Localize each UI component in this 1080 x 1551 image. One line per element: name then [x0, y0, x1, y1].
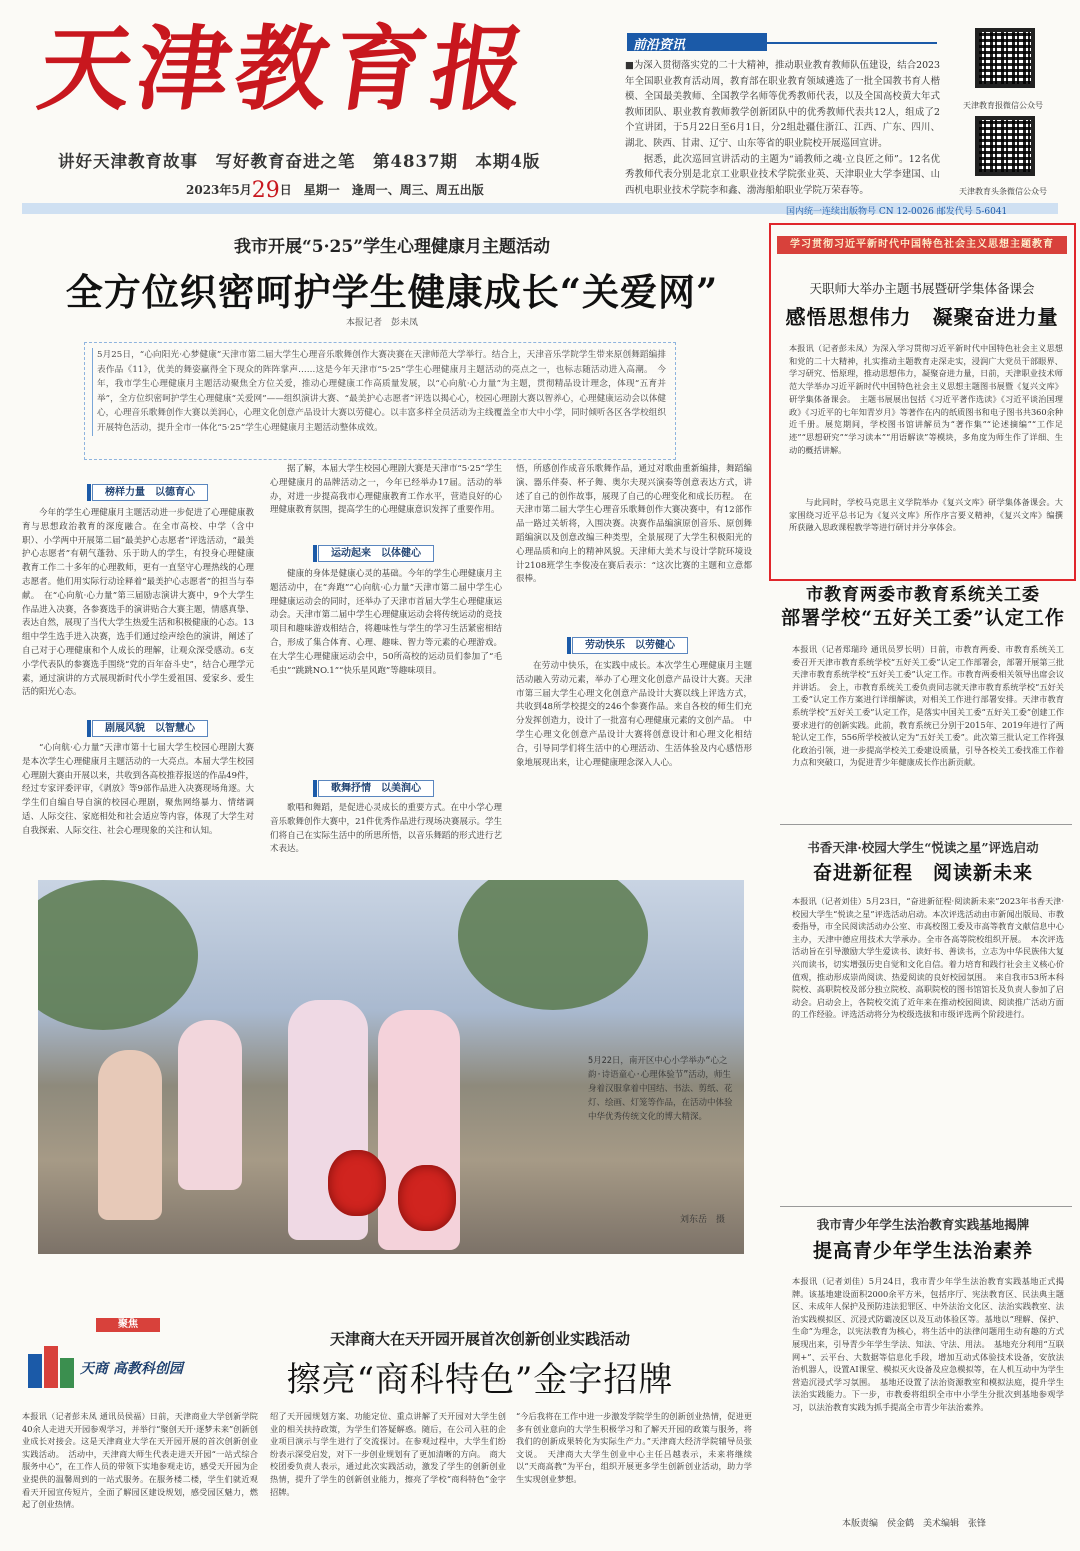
reading-body: 本报讯（记者刘佳）5月23日，“奋进新征程·阅读新未来”2023年书香天津·校园大学生“悦读之星”评选活动启动。本次评选活动由市新闻出版局、市教委指导，市全民阅读活动办公室、市高校图工委及市高等教育文献信息中心主办，天津中德应用技术大学承办。全市各高等院校组织开展。 本次评选活动旨在引导激励大学生爱读书、读好书、善读书，立志为中华民族伟大复兴而读书，切实增强历史自觉和文化自信。着力培育和践行社会主义核心价值观，推动形成崇尚阅读、热爱阅读的良好校园氛围。 来自我市53所本科院校、高职院校及部分独立院校、高职院校的图书馆馆长及负责人参加了启动会。启动会上，各院校交流了近年来在推动校园阅读、阅读推广活动方面的工作经验。评选活动将分为校级选拔和市级评选两个阶段进行。	[792, 896, 1064, 1020]
subhead-3: 劳动快乐 以劳健心	[572, 637, 688, 654]
lead-column-1b: “心向航·心力量”天津市第十七届大学生校园心理剧大赛是本次学生心理健康月主题活动的一大亮点。本届大学生校园心理剧大赛由开展以来，共收到各高校推荐报送的作品49件，经过专家评委评审，《剥放》等9部作品进入决赛现场角逐。大学生们自编自导自演的校园心理剧，聚焦网络暴力、情绪调适、人际交往、家庭相处和社会适应等内容，体现了大学生对自我探索、人际交往、社会心理现象的关注和认知。	[22, 743, 254, 836]
divider	[780, 1206, 1072, 1207]
subhead-1: 榜样力量 以德育心	[92, 484, 208, 501]
lead-column-1: 今年的学生心理健康月主题活动进一步促进了心理健康教育与思想政治教育的深度融合。在全市高校、中学（含中职）、小学两中开展第二届“最美护心志愿者”评选活动，“最美护心志愿者”有朝气蓬勃、乐于助人的学生，有投身心理健康教育工作二十多年的心理教师，更有一直坚守心理热线的心理志愿者。他们用实际行动诠释着“最美护心志愿者”的担当与奉献。 在“心向航·心力量”第三届励志演讲大赛中，9个大学生作品进入决赛，各参赛选手的演讲贴合大赛主题，情感真挚、表达自然，展现了当代大学生热爱生活和积极健康的心态。13组中学生选手进入决赛，选手们通过绘声绘色的演讲，阐述了自己对于心理健康和个人成长的理解，让观众深受感动。6支小学代表队的参赛选手围绕“党的百年奋斗史”，结合心理学元素，通过演讲的方式展现新时代小学生爱祖国、爱家乡、爱生活的阳光心态。	[22, 508, 254, 698]
lead-column-3: 悟，所感创作成音乐歌舞作品，通过对歌曲重新编排，舞蹈编演、器乐伴奏、杯子舞、奥尔夫现兴演奏等创意表达方式，讲述了自己的创作故事，展现了自己的心理变化和成长历程。 在天津市第二届大学生心理音乐歌舞创作大赛决赛中，有12部作品一路过关斩将，入围决赛。决赛作品编演原创音乐、原创舞蹈编演以及创意改编三种类型，全景展现了大学生积极阳光的心理品质和向上的精神风貌。天津师大美术与设计学院环境设计2108班学生李俊凌在赛后表示：“这次比赛的主题和立意都很棒。	[516, 464, 752, 585]
sidebar-kicker: 天职师大举办主题书展暨研学集体备课会	[809, 281, 1035, 296]
red-lantern-icon	[398, 1165, 456, 1231]
photo-credit: 刘东岳 摄	[680, 1215, 726, 1225]
bottom-column-3: “今后我将在工作中进一步激发学院学生的创新创业热情，促进更多有创业意向的大学生积极学习和了解天开园的政策与服务，将我们的创新成果转化为实际生产力。”天津商大经济学院辅导员张文说。 天津商大大学生创业中心主任吕越表示，未来将继续以“天商高教”为平台，组织开展更多学生创新创业活动，助力学生实现创业梦想。	[516, 1411, 752, 1484]
masthead-title: 天津教育报	[32, 15, 538, 123]
date-suffix: 日 星期一 逢周一、周三、周五出版	[279, 183, 484, 197]
bottom-column-2: 绍了天开园规划方案、功能定位、重点讲解了天开园对大学生创业的相关扶持政策，为学生们答疑解惑。随后，在公司入驻的企业项目演示与学生进行了交流探讨。在参观过程中，大学生们纷纷表示深受启发，对下一步创业规划有了更加清晰的方向。 商大校团委负责人表示，通过此次实践活动，激发了学生的创新创业热情，提升了学生的创新创业能力，擦亮了学校“商科特色”金字招牌。	[270, 1411, 506, 1497]
sidebar-body-2: 与此同时，学校马克思主义学院举办《复兴文库》研学集体备课会。大家围绕习近平总书记为《复兴文库》所作序言要义精神，《复兴文库》编撰所获融入思政课程教学等进行研讨并分享体会。	[789, 497, 1063, 533]
lead-headline: 全方位织密呵护学生健康成长“关爱网”	[65, 270, 719, 314]
qr-caption: 天津教育头条微信公众号	[959, 187, 1047, 196]
red-lantern-icon	[328, 1150, 386, 1216]
guan-headline-line1: 市教育两委市教育系统关工委	[806, 585, 1040, 605]
frontier-divider	[767, 42, 937, 44]
lead-column-2b: 健康的身体是健康心灵的基础。今年的学生心理健康月主题活动中，在“奔跑”“心向航·心力量”天津市第二届中学生心理健康运动会的同时，还举办了天津市首届大学生心理健康运动会。天津市第二届中学生心理健康运动会将传统运动的竞技项目和趣味游戏相结合，将趣味性与学生的学习生活紧密相结合，形成了集合体育、心理、趣味、智力等元素的心理游戏。在大学生心理健康运动会中，50所高校的运动员们参加了“毛毛虫”“跳跳NO.1”“快乐星风跑”等趣味项目。	[270, 569, 502, 676]
editor-signature: 本版责编 侯金鹤 美术编辑 张锋	[842, 1519, 987, 1529]
guan-body: 本报讯（记者郑瑞玲 通讯员罗长明）日前，市教育两委、市教育系统关工委召开天津市教育系统学校“五好关工委”认定工作部署会，部署开展第三批天津市教育系统学校“五好关工委”认定工作。市教育两委相关领导出席会议并讲话。 会上，市教育系统关工委负责同志就天津市教育系统学校“五好关工委”认定工作方案进行详细解读，对相关工作进行部署安排。天津市教育系统学校“五好关工委”认定工作，是落实中国关工委“五好关工委”创建工作要求进行的创新实践。此前，教育系统已分别于2015年、2019年进行了两轮认定工作，556所学校被认定为“五好关工委”。此次第三批认定工作将强化政治引领，进一步提高学校关工委建设质量，引导各校关工委找准工作着力点和突破口，为促进青少年健康成长作出新贡献。	[792, 644, 1064, 768]
frontier-paragraph: ■为深入贯彻落实党的二十大精神，推动职业教育教师队伍建设，结合2023年全国职业教育活动周，教育部在职业教育领域遴选了一批全国教书育人楷模、全国最美教师、全国教学名师等优秀教师代表，以及全国高校黄大年式教师团队、职业教育教师教学创新团队中的优秀教师代表共12人，组成了2个宣讲团，于5月22日至6月1日，分2组赴疆住浙江、江西、广东、四川、湖北、陕西、甘肃、辽宁、山东等省的职业院校开展巡回宣讲。	[625, 60, 940, 149]
law-body: 本报讯（记者刘佳）5月24日，我市青少年学生法治教育实践基地正式揭牌。该基地建设面积2000余平方米，包括序厅、宪法教育区、民法典主题区、未成年人保护及预防违法犯罪区、中外法治文化区、法治实践教室、法治实践模拟区、沉浸式防霸凌区以及互动体验区等。基地以“理解、保护、生命”为理念，以宪法教育为核心，将生活中的法律问题用生动有趣的方式展现出来，引导青少年学生学法、知法、守法、用法。 基地充分利用“互联网+”、云平台、大数据等信息化手段，增加互动式体验技术设备，安放法治机器人，设置AI课堂、模拟灭火设备及应急模拟等，在人机互动中为学生营造沉浸式学习氛围。 基地还设置了法治资源教室和模拟法庭，提升学生法治实践能力。下一步，市教委将组织全市中小学生分批次到基地参观学习，以法治教育实践为抓手提高全市青少年法治素养。	[792, 1276, 1064, 1412]
theme-ribbon: 学习贯彻习近平新时代中国特色社会主义思想主题教育	[777, 236, 1067, 254]
bottom-column-1: 本报讯（记者彭未凤 通讯员侯福）日前，天津商业大学创新学院40余人走进天开园参观学习，并举行“聚创天开·逐梦未来”创新创业成长对接会。这是天津商业大学在天开园开展的首次创新创业实践活动。 活动中，天津商大师生代表走进天开园“一站式综合服务中心”，在工作人员的带领下实地参观走访，感受天开园为企业提供的温馨周到的一站式服务。在服务楼二楼，学生们就近观看天开园宣传短片，全面了解园区建设规划，感受园区魅力，燃起了创业热情。	[22, 1411, 258, 1510]
lead-kicker: 我市开展“5·25”学生心理健康月主题活动	[234, 237, 550, 257]
issn-line: 国内统一连续出版物号 CN 12-0026 邮发代号 5-6041	[786, 207, 1008, 217]
masthead-slogan: 讲好天津教育故事 写好教育奋进之笔 第4837期 本期4版	[58, 152, 541, 171]
frontier-heading: 前沿资讯	[627, 33, 767, 51]
frontier-paragraph: 据悉，此次巡回宣讲活动的主题为“诵教师之魂·立良匠之师”。12名优秀教师代表分别是北京工业职业技术学院张业英、天津职业大学李建国、山西机电职业技术学院李和鑫、渤海船舶职业学院万荣春等。	[625, 153, 940, 196]
lead-column-2c: 歌唱和舞蹈，是促进心灵成长的重要方式。在中小学心理音乐歌舞创作大赛中，21件优秀作品进行现场决赛展示。学生们将自己在实际生活中的所思所悟，以音乐舞蹈的形式进行艺术表达。	[270, 803, 502, 855]
law-headline: 提高青少年学生法治素养	[812, 1240, 1033, 1262]
divider	[780, 824, 1072, 825]
lead-column-3b: 在劳动中快乐，在实践中成长。本次学生心理健康月主题活动融入劳动元素，举办了心理文化创意产品设计大赛。天津市第三届大学生心理文化创意产品设计大赛以线上评选方式，共收到48所学校提交的246个参赛作品。来自各校的师生们充分发挥创造力，设计了一批富有心理健康元素的文创产品。 中学生心理文化创意产品设计大赛将创意设计和心理文化相结合，引导同学们将生活中的心理活动、生活体验及内心感悟形象地展现出来，让心理健康理念深入人心。	[516, 661, 752, 768]
reading-kicker: 书香天津·校园大学生“悦读之星”评选启动	[807, 840, 1039, 855]
focus-label: 聚焦	[96, 1318, 160, 1332]
lead-paragraph: 5月25日，“心向阳光·心梦健康”天津市第二届大学生心理音乐歌舞创作大赛决赛在天津师范大学举行。结合上，天津音乐学院学生带来原创舞蹈编排表作品《11》，优美的舞姿赢得全下现众的阵阵掌声……这是今年天津市“5·25”学生心理健康月主题活动的亮点之一，也标志随活动进入高潮。 今年，我市学生心理健康月主题活动聚焦全方位关爱，推动心理健康工作高质量发展，以“心向航·心力量”为主题，贯彻精品设计理念，体现“五育并举”，全方位织密呵护学生心理健康“关爱网”——组织演讲大赛、“最美护心志愿者”评选以揭心心，校园心理剧大赛以智养心，心理健康运动会以体健心，心理音乐歌舞创作大赛以美润心，心理文化创意产品设计大赛以劳健心。以丰富多样全员活动为主线覆盖全市大中小学，同时倾听各区各学校组织开展特色活动，提升全市一体化“5·25”学生心理健康月主题活动整体成效。	[92, 348, 666, 436]
reading-headline: 奋进新征程 阅读新未来	[812, 862, 1033, 884]
photo-student	[98, 1050, 162, 1220]
focus-brand: 天商 高教科创园	[80, 1361, 183, 1377]
guan-headline-line2: 部署学校“五好关工委”认定工作	[781, 607, 1065, 629]
subhead-2: 运动起来 以体健心	[318, 545, 434, 562]
qr-caption: 天津教育报微信公众号	[963, 101, 1043, 110]
sidebar-headline: 感悟思想伟力 凝聚奋进力量	[785, 305, 1059, 329]
photo-student	[178, 1020, 242, 1190]
dateline	[186, 178, 484, 203]
sidebar-body: 本报讯（记者彭未凤）为深入学习贯彻习近平新时代中国特色社会主义思想和党的二十大精神，扎实推动主题教育走深走实，浸润广大党员干部眼界、学习研究、悟原理，推动思想伟力，凝聚奋进力量，日前，天津职业技术师范大学举办习近平新时代中国特色社会主义思想主题图书展暨《复兴文库》研学集体备课会。 主题书展展出包括《习近平著作选读》《习近平谈治国理政》《习近平的七年知青岁月》等著作在内的纸质图书和电子图书共360余种近千册。展览期间，学校图书馆讲解员为“著作集”“论述摘编”“工作足迹”“思想研究”“学习读本”“用语解读”等模块，多角度为师生作了详细、生动的概括讲解。	[789, 343, 1063, 455]
wechat-qr-code-icon[interactable]	[975, 28, 1035, 88]
photo-tree	[38, 880, 198, 1030]
law-kicker: 我市青少年学生法治教育实践基地揭牌	[816, 1217, 1030, 1232]
date-day: 29	[251, 178, 280, 203]
date-prefix: 2023年5月	[186, 183, 252, 197]
photo-caption: 5月22日，南开区中心小学举办“心之韵·诗语童心·心理体验节”活动，师生身着汉服拿着中国结、书法、剪纸、花灯、绘画、灯笼等作品，在活动中体验中华优秀传统文化的博大精深。	[588, 1056, 733, 1122]
bottom-kicker: 天津商大在天开园开展首次创新创业实践活动	[329, 1330, 630, 1348]
subhead-5: 歌舞抒情 以美润心	[318, 780, 434, 797]
bottom-headline: 擦亮“商科特色”金字招牌	[286, 1360, 674, 1400]
photo-tree	[458, 880, 648, 1010]
subhead-4: 剧展风貌 以智慧心	[92, 720, 208, 737]
lead-byline: 本报记者 彭未凤	[346, 318, 419, 328]
lead-column-2: 据了解，本届大学生校园心理剧大赛是天津市“5·25”学生心理健康月的品牌活动之一，今年已经举办17届。活动的举办，对进一步提高我市心理健康教育工作水平，营造良好的心理健康教育氛围，提高学生的心理健康意识发挥了重要作用。	[270, 464, 502, 516]
frontier-body	[625, 58, 940, 198]
toutiao-qr-code-icon[interactable]	[975, 116, 1035, 176]
